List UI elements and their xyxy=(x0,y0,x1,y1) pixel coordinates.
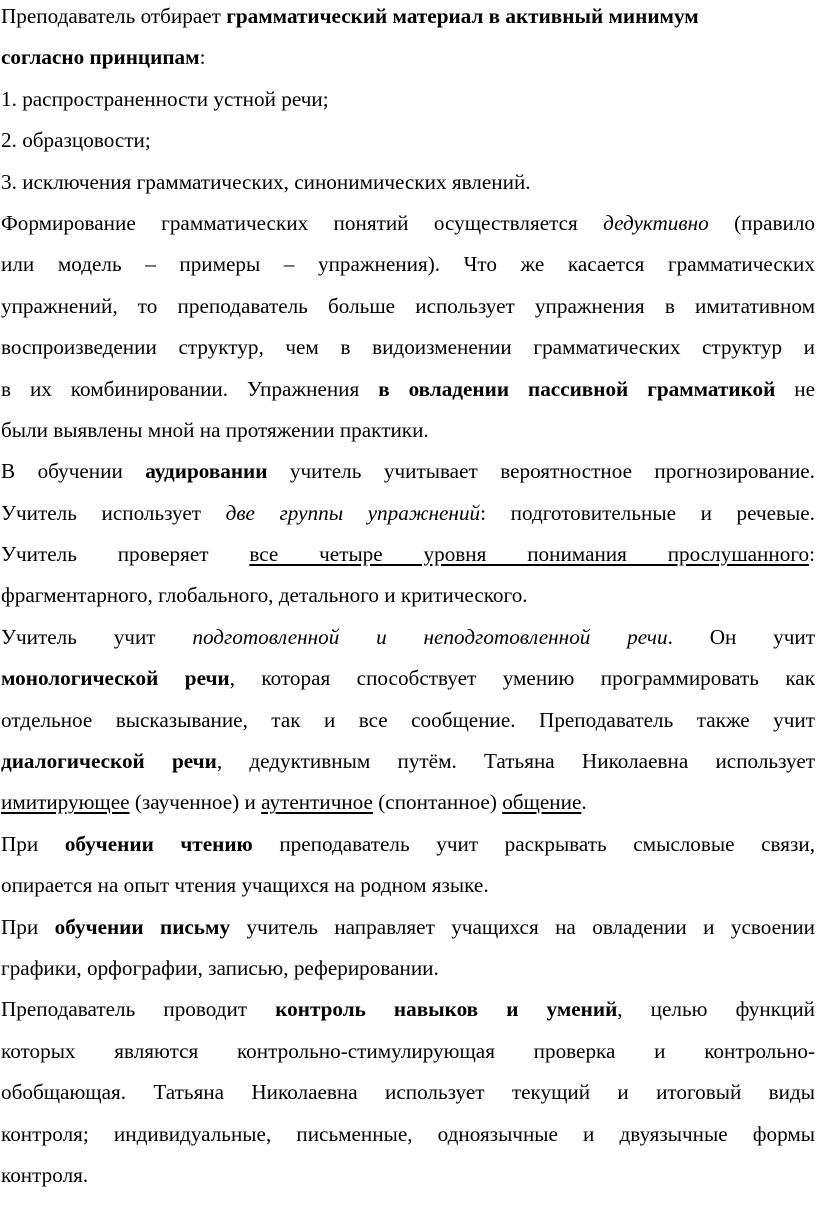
bold-text: грамматический материал в активный минимум xyxy=(226,4,699,28)
paragraph-listening: В обучении аудировании учитель учитывает вероятностное прогнозирование. Учитель использует две группы упражнений: подготовительные и речевые. Учитель проверяет все четыре уровня понимания прослушанного: фрагментарного, глобального, детального и критического. xyxy=(1,459,815,608)
bold-text: обучении письму xyxy=(54,914,231,939)
bold-text: согласно принципам xyxy=(1,45,200,70)
paragraph-control: Преподаватель проводит контроль навыков и умений, целью функций которых являются контрольно-стимулирующая проверка и контрольно- обобщающая. Татьяна Николаевна использует текущий и итоговый виды контроля; индивидуальные, письменные, одноязычные и двуязычные формы контроля. xyxy=(1,997,815,1187)
paragraph-speaking: Учитель учит подготовленной и неподготовленной речи. Он учит монологической речи, которая способствует умению программировать как отдельное высказывание, так и все сообщение. Преподаватель также учит диалогической речи, дедуктивным путём. Татьяна Николаевна использует имитирующее (заученное) и аутентичное (спонтанное) общение. xyxy=(1,624,815,815)
bold-text: обучении чтению xyxy=(64,831,253,856)
list-item: 2. образцовости; xyxy=(1,128,151,153)
paragraph-reading: При обучении чтению преподаватель учит раскрывать смысловые связи, опирается на опыт чтения учащихся на родном языке. xyxy=(1,831,815,898)
text: : xyxy=(199,45,206,70)
bold-text: в овладении пассивной грамматикой xyxy=(378,376,776,401)
underlined-text: общение xyxy=(502,790,582,815)
underlined-text: аутентичное xyxy=(261,790,373,815)
bold-text: контроль навыков и умений xyxy=(275,997,618,1022)
italic-text: дедуктивно xyxy=(603,210,709,235)
bold-text: монологической речи xyxy=(1,666,230,691)
paragraph-writing: При обучении письму учитель направляет учащихся на овладении и усвоении графики, орфографии, записью, реферировании. xyxy=(1,914,815,980)
underlined-text: имитирующее xyxy=(1,790,130,815)
italic-text: две группы упражнений xyxy=(225,500,481,525)
italic-text: подготовленной и неподготовленной речи xyxy=(192,624,668,649)
bold-text: диалогической речи xyxy=(1,749,217,774)
paragraph-grammar-concepts: Формирование грамматических понятий осуществляется дедуктивно (правило или модель – примеры – упражнения). Что же касается грамматических упражнений, то преподаватель больше использует упражнения в имитативном воспроизведении структур, чем в видоизменении грамматических структур и в их комбинировании. Упражнения в овладении пассивной грамматикой не были выявлены мной на протяжении практики. xyxy=(1,210,815,442)
underlined-text: все четыре уровня понимания прослушанного xyxy=(249,542,810,567)
list-item: 3. исключения грамматических, синонимических явлений. xyxy=(1,169,531,194)
text: Преподаватель отбирает xyxy=(1,4,227,28)
paragraph-grammar-selection xyxy=(1,0,815,203)
list-item: 1. распространенности устной речи; xyxy=(1,86,329,111)
bold-text: аудировании xyxy=(145,459,268,484)
